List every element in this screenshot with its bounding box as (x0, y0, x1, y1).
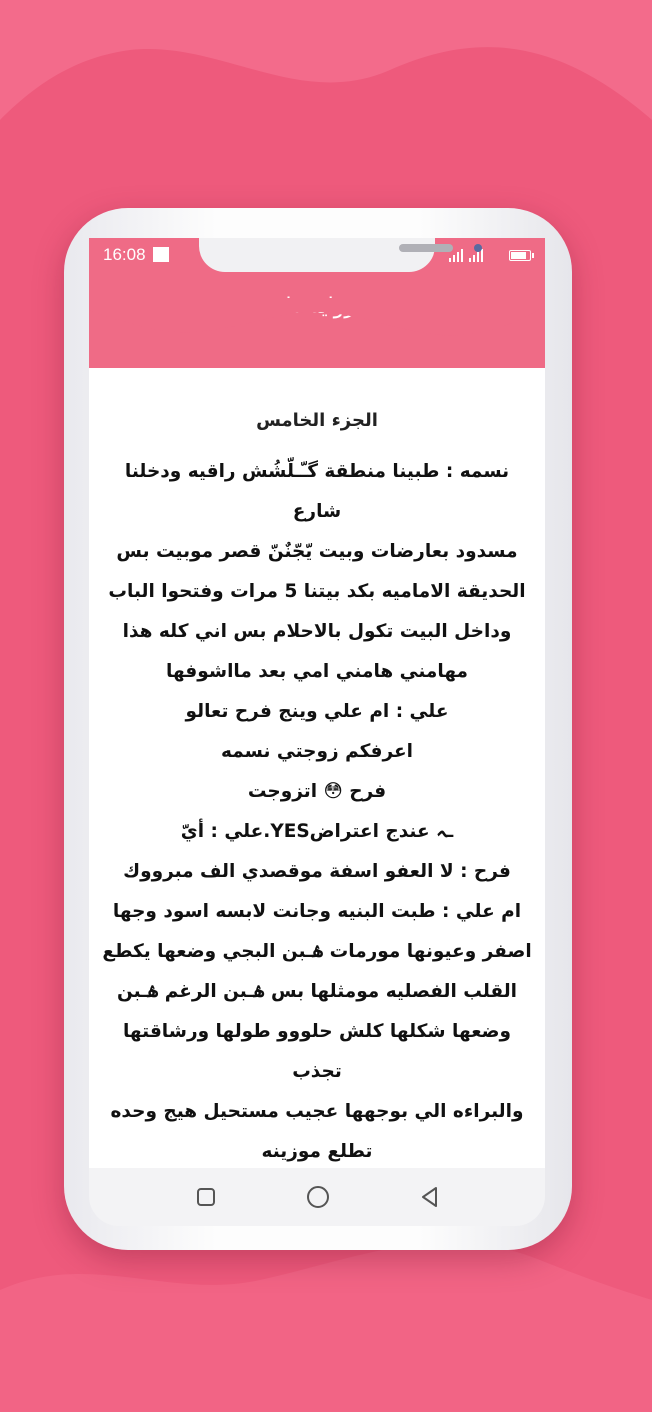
navigation-bar (89, 1168, 545, 1226)
app-bar-wave (89, 298, 545, 358)
battery-level (511, 252, 526, 259)
phone-screen (89, 238, 545, 1168)
back-triangle-icon[interactable] (417, 1184, 443, 1210)
front-camera (474, 244, 482, 252)
speaker-grille (399, 244, 453, 252)
chapter-title: الجزء الخامس (256, 410, 378, 431)
story-text: نسمه : طبينا منطقة گـّـلّشُش راقيه ودخلنا شارع مسدود بعارضات وبيت يّجّنٌنّ قصر موبيت بس الحديقة الاماميه بكد بيتنا 5 مرات وفتحوا الباب وداخل البيت تكول بالاحلام بس اني كله هذا مهامني هامني امي بعد مااشوفها علي : ام علي وينج فرح تعالو اعرفكم زوجتي نسمه فرح 😳 اتزوجت ـہ عندج اعتراضYES.علي : أيّ فرح : لا العفو اسفة موقصدي الف مبرووك ام علي : طبت البنيه وجانت لابسه اسود وجها اصفر وعيونها مورمات ۿـبن البجي وضعها يكطع القلب الفصليه مومثلها بس ۿـبن الرغم ۿـبن وضعها شكلها كلش حلووو طولها ورشاقتها تجذب والبراءه الي بوجهها عجيب مستحيل هيج وحده تطلع موزينه (102, 461, 532, 1162)
chapter-content (89, 398, 545, 1162)
status-bar (89, 238, 545, 272)
status-time: 16:08 (103, 245, 146, 264)
recents-square-icon[interactable] (193, 1184, 219, 1210)
home-circle-icon[interactable] (305, 1184, 331, 1210)
battery-icon (509, 250, 531, 261)
phone-notch (199, 238, 435, 272)
notification-icon (153, 247, 169, 262)
